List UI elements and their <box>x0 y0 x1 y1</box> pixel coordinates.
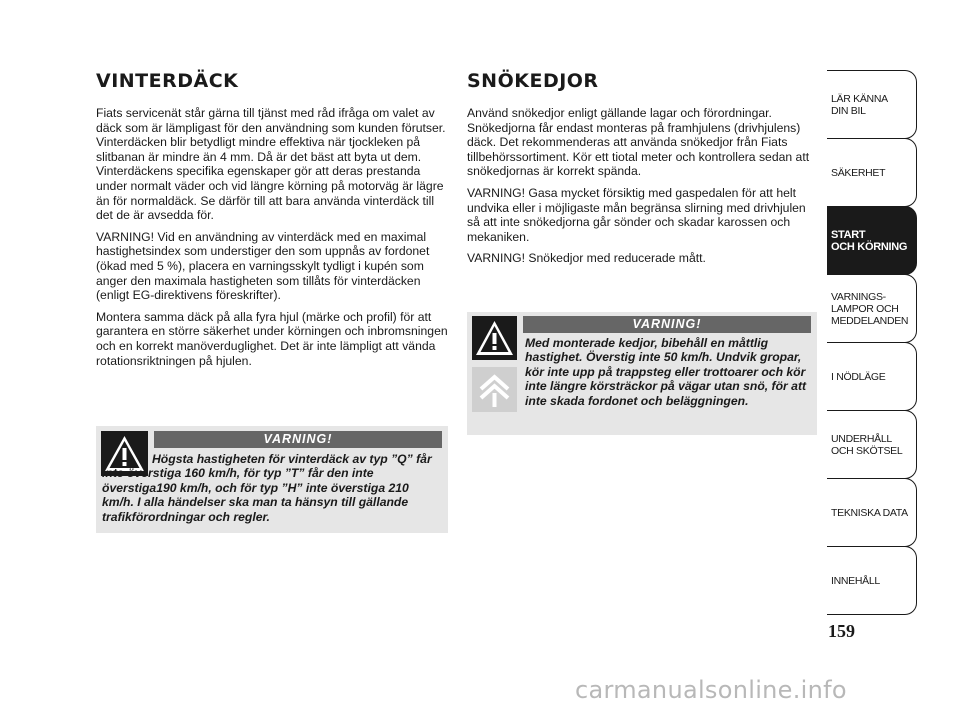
tab-label: LAMPOR OCH <box>831 302 899 315</box>
warning-box-winter-tyres <box>96 426 448 533</box>
page-number: 159 <box>828 621 855 641</box>
tab-label: OCH SKÖTSEL <box>831 444 903 457</box>
tab-label: VARNINGS- <box>831 290 886 303</box>
tab-label: DIN BIL <box>831 104 866 117</box>
warning-triangle-icon <box>472 316 517 360</box>
paragraph: VARNING! Gasa mycket försiktig med gaspedalen för att helt undvika eller i möjligaste mån begränsa slirning med drivhjulen så att inte snökedjorna går sönder och skadar karossen och mekaniken. <box>467 185 806 244</box>
section-heading-vinterdack: VINTERDÄCK <box>96 70 239 92</box>
tab-label: OCH KÖRNING <box>831 240 908 253</box>
tab-sakerhet[interactable] <box>827 138 917 207</box>
warning-label: VARNING! <box>523 316 811 333</box>
tab-innehall[interactable] <box>827 546 917 615</box>
tab-label: TEKNISKA DATA <box>831 506 908 519</box>
tab-label: LÄR KÄNNA <box>831 92 888 105</box>
paragraph: VARNING! Vid en användning av vinterdäck med en maximal hastighetsindex som understiger den som uppnås av fordonet (ökad med 5 %), placera en varningsskylt tydligt i kupén som anger den maximala hastigheten som tillåts för vinterdäcken (enligt EG-direktivens föreskrifter). <box>96 229 430 303</box>
paragraph: Använd snökedjor enligt gällande lagar och förordningar. Snökedjorna får endast monteras på framhjulens (drivhjulens) däck. Det rekommenderas att använda snökedjor från Fiats tillbehörssortiment. Kör ett tiotal meter och kontrollera sedan att snökedjornas är korrekt spända. <box>467 106 810 179</box>
tab-label: SÄKERHET <box>831 166 886 179</box>
tab-label: START <box>831 228 866 241</box>
paragraph: Fiats servicenät står gärna till tjänst med råd ifråga om valet av däck som är lämpligast för den användning som kunden förutser. Vinterdäcken blir betydligt mindre effektiva när tjockleken på slitbanan är mindre än 4 mm. Då är det bäst att byta ut dem. Vinterdäckens specifika egenskaper gör att deras prestanda under normalt väder och vid längre körning på motorväg är lägre än för normaldäck. Se därför till att bara använda vinterdäck till det de är avsedda för. <box>96 106 446 223</box>
tab-label: I NÖDLÄGE <box>831 370 886 383</box>
section-heading-snokedjor: SNÖKEDJOR <box>467 70 599 92</box>
right-column <box>467 70 819 273</box>
watermark: carmanualsonline.info <box>575 676 847 704</box>
tab-label: UNDERHÅLL <box>831 432 892 445</box>
warning-text: Med monterade kedjor, bibehåll en måttlig hastighet. Överstig inte 50 km/h. Undvik gropar, kör inte upp på trappsteg eller trottoarer och kör inte längre körsträckor på vägar utan snö, för att inte skada fordonet och beläggningen. <box>525 336 807 408</box>
paragraph: Montera samma däck på alla fyra hjul (märke och profil) för att garantera en större säkerhet under körningen och inbromsningen och en korrekt manöverduglighet. Det är inte lämpligt att vända rotationsriktningen på hjulen. <box>96 309 448 368</box>
paragraph: VARNING! Snökedjor med reducerade mått. <box>467 251 706 266</box>
snow-chain-icon <box>472 367 517 412</box>
tab-tekniska-data[interactable] <box>827 478 917 547</box>
tab-lar-kanna-din-bil[interactable] <box>827 70 917 139</box>
warning-text: Högsta hastigheten för vinterdäck av typ ”Q” får inte överstiga 160 km/h, för typ ”T” får den inte överstiga190 km/h, och för typ ”H” inte överstiga 210 km/h. I alla händelser ska man ta hänsyn till gällande trafikförordningar och regler. <box>102 452 432 524</box>
left-column <box>96 70 448 375</box>
tab-i-nodlage[interactable] <box>827 342 917 411</box>
tab-start-och-korning[interactable] <box>827 206 917 275</box>
tab-varningslampor[interactable] <box>827 274 917 343</box>
warning-box-snow-chains <box>467 312 817 435</box>
tab-label: INNEHÅLL <box>831 574 880 587</box>
tab-underhall-och-skotsel[interactable] <box>827 410 917 479</box>
warning-label: VARNING! <box>154 431 442 448</box>
tab-label: MEDDELANDEN <box>831 314 909 327</box>
